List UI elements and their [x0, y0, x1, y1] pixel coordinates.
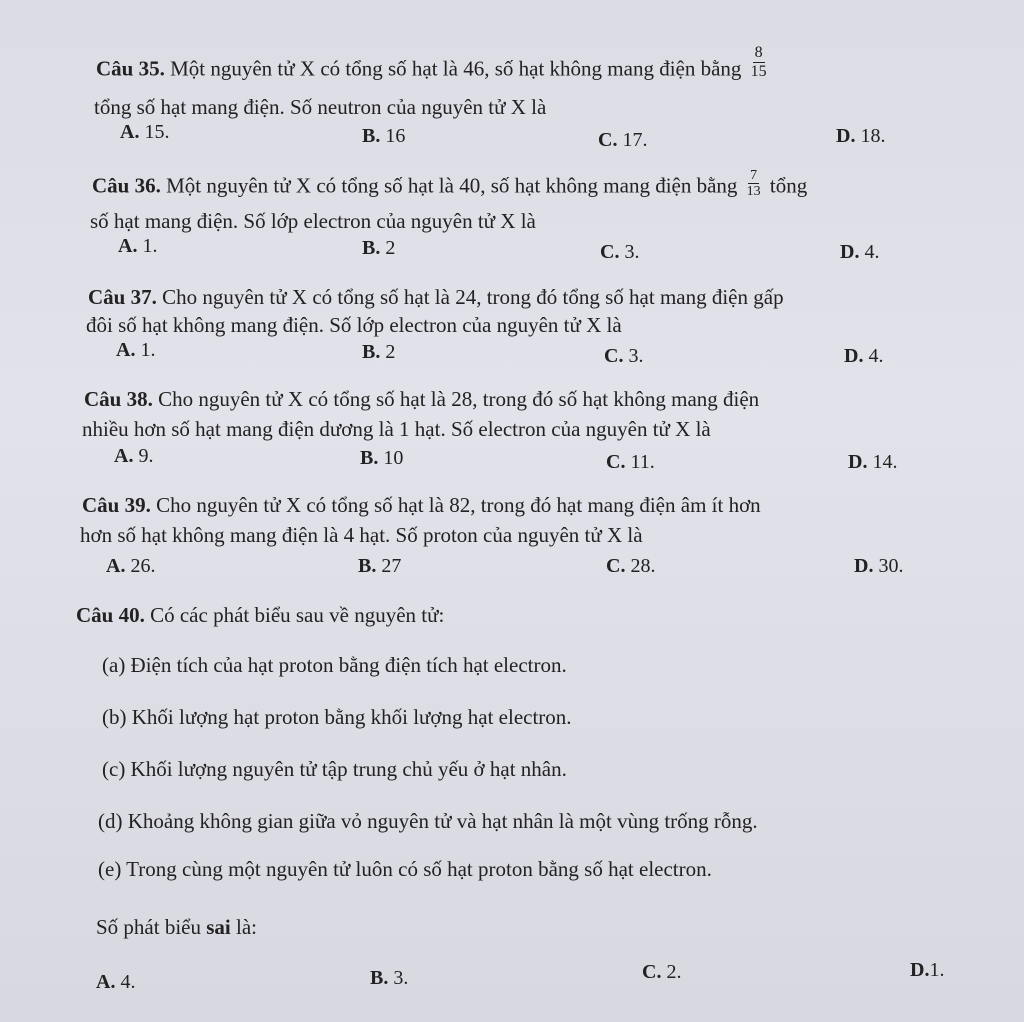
option-a[interactable]	[116, 338, 155, 362]
question-number: Câu 38.	[84, 387, 153, 411]
option-b[interactable]	[370, 966, 408, 990]
question-text: Cho nguyên tử X có tổng số hạt là 82, trong đó hạt mang điện âm ít hơn	[156, 493, 761, 517]
option-value: 11.	[625, 451, 655, 473]
option-value: 14.	[867, 451, 898, 473]
option-d[interactable]	[854, 554, 903, 578]
option-c[interactable]	[606, 554, 655, 578]
option-letter: A.	[116, 339, 136, 361]
option-value: 27	[376, 555, 402, 577]
fraction-denominator: 13	[746, 184, 761, 199]
question-number: Câu 40.	[76, 603, 145, 627]
option-value: 30.	[873, 555, 904, 577]
option-value: 16	[380, 125, 406, 147]
prompt-emphasis: sai	[206, 915, 231, 939]
option-letter: D.	[854, 555, 874, 577]
option-a[interactable]	[106, 554, 155, 578]
option-value: 1.	[137, 235, 158, 257]
statement-e: (e) Trong cùng một nguyên tử luôn có số hạt proton bằng số hạt electron.	[98, 857, 712, 881]
option-c[interactable]	[604, 344, 643, 368]
option-b[interactable]	[358, 554, 401, 578]
question-number: Câu 37.	[88, 285, 157, 309]
option-letter: B.	[370, 967, 389, 989]
option-value: 26.	[125, 555, 156, 577]
fraction	[747, 168, 761, 199]
option-a[interactable]	[114, 444, 153, 468]
option-a[interactable]	[96, 970, 135, 994]
option-letter: A.	[96, 971, 116, 993]
option-letter: B.	[358, 555, 377, 577]
option-letter: B.	[362, 341, 381, 363]
option-letter: D.	[910, 959, 930, 981]
option-d[interactable]	[844, 344, 883, 368]
question-38-line1	[84, 386, 759, 412]
question-text-after: tổng	[769, 173, 808, 198]
fraction-denominator: 15	[750, 63, 767, 80]
option-letter: B.	[360, 447, 379, 469]
option-value: 15.	[139, 121, 170, 143]
question-36-line1	[92, 168, 808, 203]
option-d[interactable]	[910, 958, 944, 982]
option-b[interactable]	[362, 340, 395, 364]
question-39-line1	[82, 492, 761, 518]
option-b[interactable]	[362, 236, 395, 260]
option-a[interactable]	[118, 234, 157, 258]
option-letter: A.	[120, 121, 140, 143]
question-text: Cho nguyên tử X có tổng số hạt là 28, trong đó số hạt không mang điện	[158, 387, 760, 411]
option-letter: C.	[598, 129, 618, 151]
option-value: 18.	[855, 125, 886, 147]
prompt-prefix: Số phát biểu	[96, 915, 201, 939]
option-c[interactable]	[598, 128, 647, 152]
statement-c: (c) Khối lượng nguyên tử tập trung chủ yếu ở hạt nhân.	[102, 757, 567, 781]
question-38-line2: nhiều hơn số hạt mang điện dương là 1 hạt. Số electron của nguyên tử X là	[82, 417, 711, 441]
option-letter: D.	[844, 345, 864, 367]
fraction	[751, 44, 767, 81]
option-c[interactable]	[642, 960, 681, 984]
option-value: 3.	[619, 241, 640, 263]
question-36-line2: số hạt mang điện. Số lớp electron của nguyên tử X là	[90, 209, 536, 233]
question-37-line1	[88, 284, 784, 310]
option-d[interactable]	[836, 124, 885, 148]
option-letter: D.	[836, 125, 856, 147]
option-value: 2.	[661, 961, 682, 983]
option-d[interactable]	[848, 450, 897, 474]
fraction-numerator: 8	[754, 44, 763, 61]
question-text: Có các phát biểu sau về nguyên tử:	[150, 603, 445, 627]
option-b[interactable]	[360, 446, 403, 470]
option-value: 4.	[863, 345, 884, 367]
option-letter: C.	[600, 241, 620, 263]
option-value: 4.	[859, 241, 880, 263]
option-b[interactable]	[362, 124, 405, 148]
question-number: Câu 36.	[92, 173, 161, 198]
option-a[interactable]	[120, 120, 169, 144]
question-text: Một nguyên tử X có tổng số hạt là 40, số hạt không mang điện bằng	[166, 173, 738, 198]
prompt-suffix: là:	[236, 915, 258, 939]
option-value: 4.	[115, 971, 136, 993]
option-value: 17.	[617, 129, 648, 151]
question-text: Cho nguyên tử X có tổng số hạt là 24, trong đó tổng số hạt mang điện gấp	[162, 285, 784, 309]
option-c[interactable]	[600, 240, 639, 264]
option-value: 2	[380, 341, 396, 363]
option-value: 1.	[929, 959, 945, 981]
option-letter: C.	[642, 961, 662, 983]
statement-d: (d) Khoảng không gian giữa vỏ nguyên tử và hạt nhân là một vùng trống rỗng.	[98, 809, 758, 833]
option-value: 28.	[625, 555, 656, 577]
statement-b: (b) Khối lượng hạt proton bằng khối lượng hạt electron.	[102, 705, 572, 729]
question-number: Câu 35.	[96, 56, 165, 81]
question-40-prompt	[96, 914, 257, 940]
option-letter: B.	[362, 125, 381, 147]
option-value: 3.	[388, 967, 409, 989]
option-letter: A.	[118, 235, 138, 257]
option-letter: C.	[604, 345, 624, 367]
fraction-numerator: 7	[750, 168, 758, 183]
option-letter: B.	[362, 237, 381, 259]
option-letter: D.	[840, 241, 860, 263]
question-40-intro	[76, 602, 444, 628]
question-39-line2: hơn số hạt không mang điện là 4 hạt. Số proton của nguyên tử X là	[80, 523, 643, 547]
statement-a: (a) Điện tích của hạt proton bằng điện tích hạt electron.	[102, 653, 567, 677]
question-number: Câu 39.	[82, 493, 151, 517]
option-value: 9.	[133, 445, 154, 467]
option-letter: C.	[606, 555, 626, 577]
option-letter: A.	[106, 555, 126, 577]
option-value: 2	[380, 237, 396, 259]
question-text: Một nguyên tử X có tổng số hạt là 46, số hạt không mang điện bằng	[170, 56, 742, 81]
question-37-line2: đôi số hạt không mang điện. Số lớp electron của nguyên tử X là	[86, 313, 622, 337]
option-letter: D.	[848, 451, 868, 473]
question-35-line2: tổng số hạt mang điện. Số neutron của nguyên tử X là	[94, 95, 547, 119]
option-value: 3.	[623, 345, 644, 367]
option-value: 1.	[135, 339, 156, 361]
option-value: 10	[378, 447, 404, 469]
option-letter: C.	[606, 451, 626, 473]
option-letter: A.	[114, 445, 134, 467]
option-d[interactable]	[840, 240, 879, 264]
question-35-line1	[96, 44, 771, 89]
option-c[interactable]	[606, 450, 655, 474]
